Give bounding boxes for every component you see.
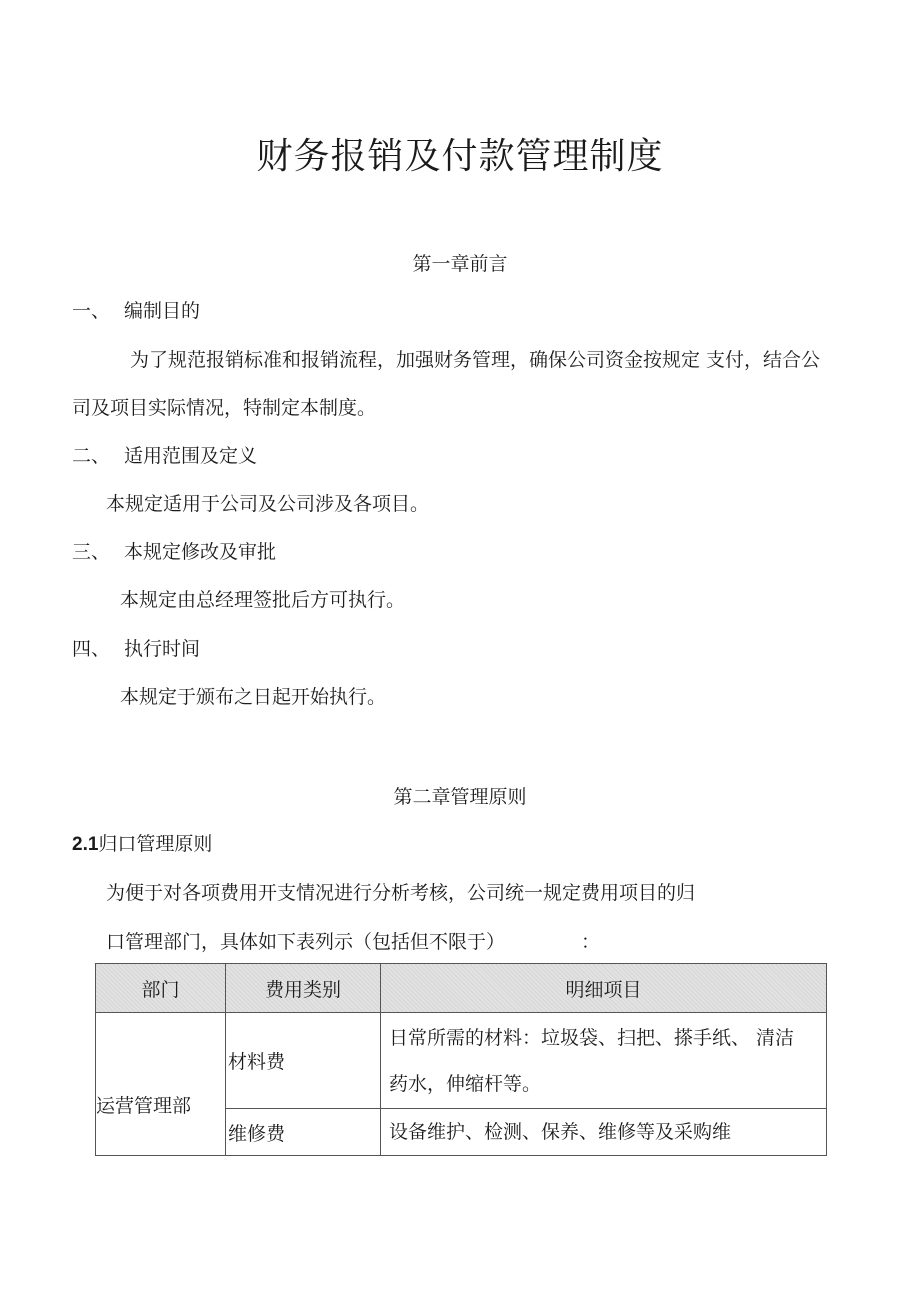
category-cell: 材料费 [226, 1013, 381, 1109]
section-number: 一、 [72, 300, 111, 322]
department-name: 运营管理部 [96, 1095, 192, 1117]
section-number: 二、 [72, 445, 111, 467]
section-heading-4 [72, 634, 200, 661]
section-heading-2 [72, 441, 257, 468]
detail-cell [381, 1109, 827, 1156]
section-title: 执行时间 [124, 638, 201, 660]
table-header-cell: 部门 [96, 964, 226, 1013]
table-header-cell: 费用类别 [226, 964, 381, 1013]
detail-cell [381, 1013, 827, 1109]
section-heading-3 [72, 537, 276, 564]
subsection-title: 归口管理原则 [98, 833, 213, 855]
subsection-number: 2.1 [72, 834, 99, 855]
paragraph-line: 口管理部门，具体如下表列示（包括但不限于） [106, 931, 506, 953]
section-title: 本规定修改及审批 [124, 541, 277, 563]
section-number: 三、 [72, 541, 111, 563]
subsection-heading [72, 829, 212, 856]
expense-category-table [95, 963, 827, 1156]
category-cell: 维修费 [226, 1109, 381, 1156]
colon-mark: ： [581, 931, 601, 953]
department-cell [96, 1013, 226, 1156]
document-title: 财务报销及付款管理制度 [256, 136, 664, 177]
table-header-cell: 明细项目 [381, 964, 827, 1013]
paragraph-line: 本规定由总经理签批后方可执行。 [120, 589, 406, 611]
section-title: 编制目的 [124, 300, 201, 322]
section-heading-1 [72, 296, 200, 323]
paragraph-line: 本规定适用于公司及公司涉及各项目。 [106, 493, 430, 515]
chapter-2-heading: 第二章管理原则 [393, 786, 527, 808]
paragraph-line: 为了规范报销标准和报销流程，加强财务管理，确保公司资金按规定 支付，结合公 [130, 349, 821, 371]
chapter-1-heading: 第一章前言 [412, 253, 508, 275]
section-title: 适用范围及定义 [124, 445, 258, 467]
detail-line: 药水，伸缩杆等。 [389, 1072, 542, 1095]
section-number: 四、 [72, 638, 111, 660]
table-header-row [96, 964, 827, 1013]
detail-line: 设备维护、检测、保养、维修等及采购维 [389, 1121, 732, 1143]
paragraph-line: 为便于对各项费用开支情况进行分析考核，公司统一规定费用项目的归 [106, 882, 696, 904]
table-row [96, 1013, 827, 1109]
detail-line: 日常所需的材料：垃圾袋、扫把、搽手纸、 清洁 [389, 1026, 795, 1049]
paragraph-line: 司及项目实际情况，特制定本制度。 [72, 397, 377, 419]
paragraph-line: 本规定于颁布之日起开始执行。 [120, 686, 387, 708]
